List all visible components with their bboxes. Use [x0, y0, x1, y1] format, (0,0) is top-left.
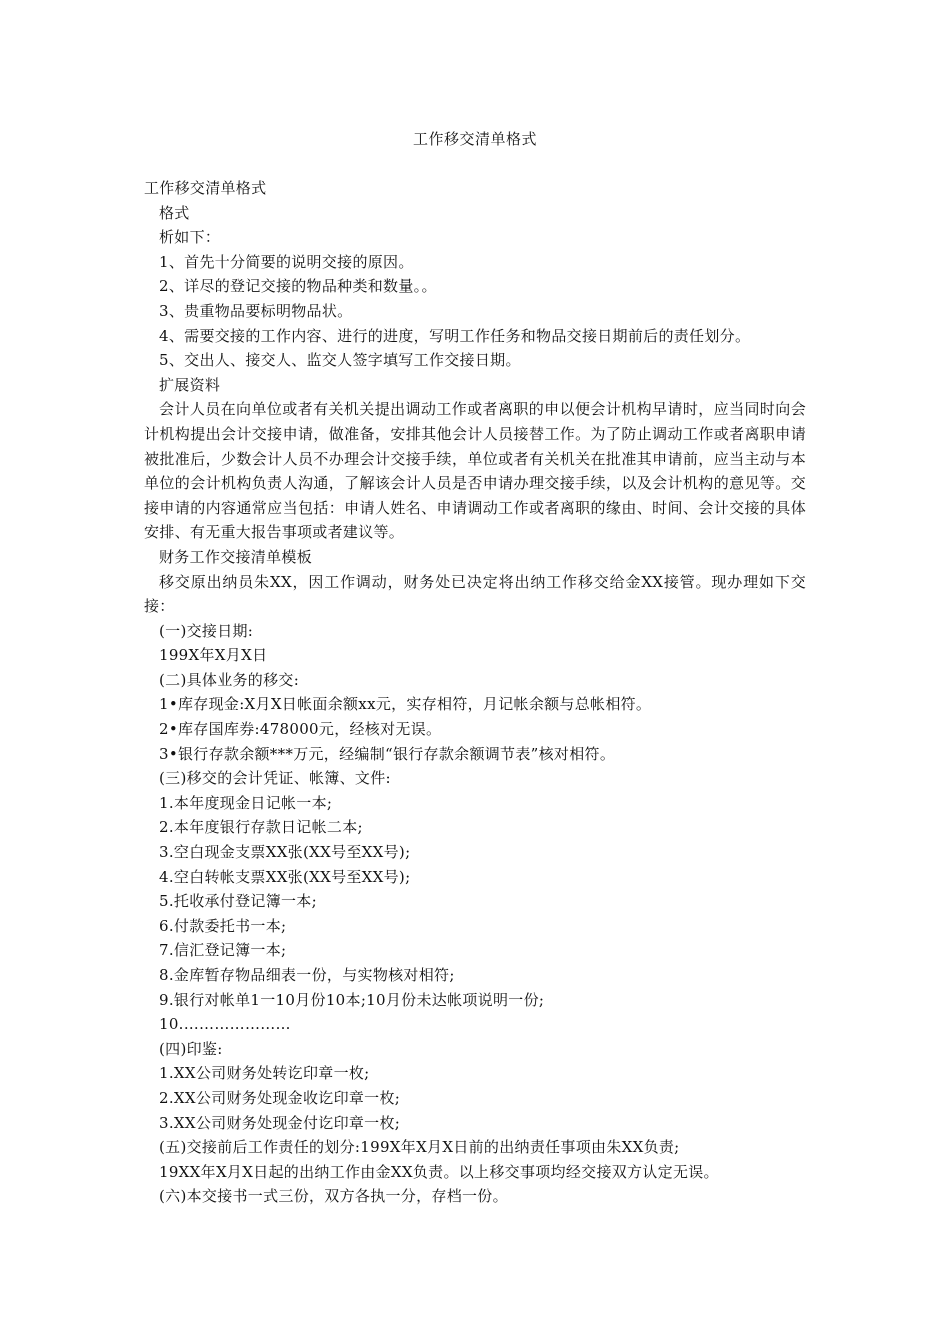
document-body: [144, 176, 806, 1209]
heading: 工作移交清单格式: [144, 179, 267, 197]
section3-item: 3.空白现金支票XX张(XX号至XX号);: [159, 843, 411, 862]
section6-text: (六)本交接书一式三份，双方各执一分，存档一份。: [159, 1187, 508, 1206]
section3-title: (三)移交的会计凭证、帐簿、文件:: [159, 769, 391, 788]
rule-item: 4、需要交接的工作内容、进行的进度，写明工作任务和物品交接日期前后的责任划分。: [159, 326, 751, 345]
extended-paragraph: 会计人员在向单位或者有关机关提出调动工作或者离职的申以便会计机构早请时，应当同时向会计机构提出会计交接申请，做准备，安排其他会计人员接替工作。为了防止调动工作或者离职申请被批准后，少数会计人员不办理会计交接手续，单位或者有关机关在批准其申请前，应当主动与本单位的会计机构负责人沟通，了解该会计人员是否申请办理交接手续，以及会计机构的意见等。交接申请的内容通常应当包括：申请人姓名、申请调动工作或者离职的缘由、时间、会计交接的具体安排、有无重大报告事项或者建议等。: [144, 400, 806, 542]
template-label: 财务工作交接清单模板: [159, 547, 313, 566]
section5-continuation: 19XX年X月X日起的出纳工作由金XX负责。以上移交事项均经交接双方认定无误。: [159, 1162, 719, 1181]
section3-item: 6.付款委托书一本;: [159, 916, 287, 935]
section4-item: 1.XX公司财务处转讫印章一枚;: [159, 1064, 370, 1083]
section4-title: (四)印鉴:: [159, 1039, 223, 1058]
section3-item: 5.托收承付登记簿一本;: [159, 892, 317, 911]
section3-item: 8.金库暂存物品细表一份，与实物核对相符;: [159, 966, 455, 984]
section2-item: 2•库存国库券:478000元，经核对无误。: [159, 720, 442, 739]
section1-date: 199X年X月X日: [159, 646, 268, 665]
section4-item: 2.XX公司财务处现金收讫印章一枚;: [159, 1088, 401, 1107]
analysis-label: 析如下：: [159, 228, 221, 247]
section3-item: 1.本年度现金日记帐一本;: [159, 793, 333, 812]
format-label: 格式: [159, 203, 190, 222]
section4-item: 3.XX公司财务处现金付讫印章一枚;: [159, 1113, 401, 1132]
section3-item: 4.空白转帐支票XX张(XX号至XX号);: [159, 867, 411, 886]
section2-title: (二)具体业务的移交:: [159, 670, 300, 689]
section3-item: 2.本年度银行存款日记帐二本;: [159, 818, 363, 837]
section1-title: (一)交接日期:: [159, 621, 254, 640]
section3-item: 7.信汇登记簿一本;: [159, 941, 287, 960]
section3-item: 10.…………………: [159, 1015, 291, 1034]
rule-item: 3、贵重物品要标明物品状。: [159, 301, 353, 320]
section5-text: (五)交接前后工作责任的划分:199X年X月X日前的出纳责任事项由朱XX负责;: [159, 1138, 680, 1157]
section2-item: 3•银行存款余额***万元，经编制“银行存款余额调节表”核对相符。: [159, 744, 616, 763]
template-intro: 移交原出纳员朱XX，因工作调动，财务处已决定将出纳工作移交给金XX接管。现办理如下交接：: [144, 572, 806, 616]
document-title: 工作移交清单格式: [412, 130, 537, 148]
rule-item: 2、详尽的登记交接的物品种类和数量。。: [159, 277, 437, 296]
section3-item: 9.银行对帐单1一10月份10本;10月份未达帐项说明一份;: [159, 990, 545, 1009]
rule-item: 5、交出人、接交人、监交人签字填写工作交接日期。: [159, 351, 521, 370]
extended-label: 扩展资料: [159, 375, 221, 394]
rule-item: 1、首先十分简要的说明交接的原因。: [159, 252, 414, 271]
section2-item: 1•库存现金:X月X日帐面余额xx元，实存相符，月记帐余额与总帐相符。: [159, 695, 652, 714]
